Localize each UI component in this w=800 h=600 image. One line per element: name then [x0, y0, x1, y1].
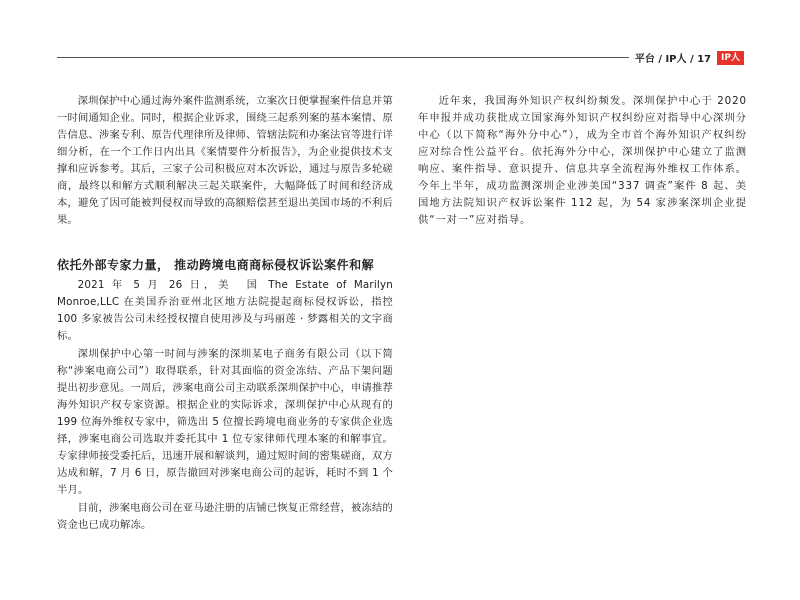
paragraph: 2021 年 5 月 26 日，美 国 The Estate of Marilyn Monroe,LLC 在美国乔治亚州北区地方法院提起商标侵权诉讼，指控 100 多家被告公司未经授权擅自使用涉及与玛丽莲 · 梦露相关的文字商标。 — [57, 279, 393, 342]
paragraph: 深圳保护中心第一时间与涉案的深圳某电子商务有限公司（以下简称“涉案电商公司”）取得联系，针对其面临的资金冻结、产品下架问题提出初步意见。一周后，涉案电商公司主动联系深圳保护中心，申请推荐海外知识产权专家资源。根据企业的实际诉求，深圳保护中心从现有的 199 位海外维权专家中，筛选出 5 位擅长跨境电商业务的专家供企业选择，涉案电商公司选取并委托其中 1 位专家律师代理本案的和解事宜。专家律师接受委托后，迅速开展和解谈判，通过短时间的密集磋商，双方达成和解，7 月 6 日，原告撤回对涉案电商公司的起诉，耗时不到 1 个半月。 — [57, 348, 393, 496]
ip-badge: IP人 — [717, 51, 744, 65]
paragraph: 目前，涉案电商公司在亚马逊注册的店铺已恢复正常经营，被冻结的资金也已成功解冻。 — [57, 502, 393, 531]
right-column — [418, 93, 747, 230]
paragraph: 深圳保护中心通过海外案件监测系统，立案次日便掌握案件信息并第一时间通知企业。同时，根据企业诉求，围绕三起系列案的基本案情、原告信息、涉案专利、原告代理律所及律师、管辖法院和办案法官等进行详细分析，在一个工作日内出具《案情要件分析报告》，为企业提供技术支撑和应诉参考。其后，三家子公司积极应对本次诉讼，通过与原告多轮磋商，最终以和解方式顺利解决三起关联案件，大幅降低了时间和经济成本，避免了因可能被判侵权而导致的高额赔偿甚至退出美国市场的不利后果。 — [57, 95, 393, 226]
running-title: 平台 / IP人 / 17 — [634, 54, 712, 65]
running-header — [629, 50, 744, 65]
section-heading: 依托外部专家力量， 推动跨境电商商标侵权诉讼案件和解 — [57, 258, 375, 272]
left-column — [57, 93, 393, 535]
paragraph: 近年来，我国海外知识产权纠纷频发。深圳保护中心于 2020 年申报并成功获批成立国家海外知识产权纠纷应对指导中心深圳分中心（以下简称“海外分中心”），成为全市首个海外知识产权纠纷应对综合性公益平台。依托海外分中心，深圳保护中心建立了监测响应、案件指导、意识提升、信息共享全流程海外维权工作体系。今年上半年，成功监测深圳企业涉美国“337 调查”案件 8 起、美国地方法院知识产权诉讼案件 112 起，为 54 家涉案深圳企业提供“一对一”应对指导。 — [418, 95, 747, 226]
